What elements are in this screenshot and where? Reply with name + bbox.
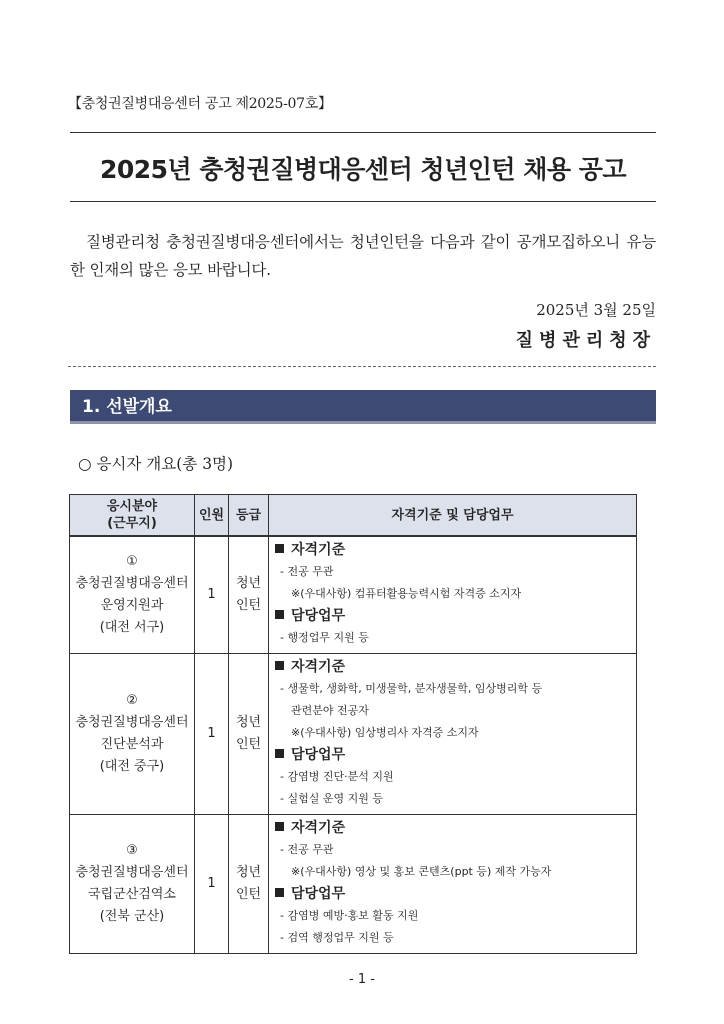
qualification-item: - 생물학, 생화학, 미생물학, 분자생물학, 임상병리학 등 (280, 682, 543, 695)
preference-note: ※(우대사항) 임상병리사 자격증 소지자 (291, 726, 479, 739)
field-cell (70, 815, 195, 954)
notice-number: 【충청권질병대응센터 공고 제2025-07호】 (68, 96, 332, 112)
row-number: ② (126, 693, 138, 708)
requirements-cell (269, 815, 637, 954)
count-cell: 1 (195, 654, 229, 815)
square-bullet-icon (275, 661, 284, 670)
grade-cell (229, 536, 269, 654)
qualification-heading (275, 817, 632, 839)
qualification-heading (275, 656, 632, 678)
duty-heading (275, 605, 632, 627)
duty-heading (275, 883, 632, 905)
page-number: - 1 - (349, 972, 375, 987)
section-divider (68, 366, 656, 367)
table-row (70, 536, 637, 654)
requirements-cell (269, 654, 637, 815)
preference-note: ※(우대사항) 영상 및 홍보 콘텐츠(ppt 등) 제작 가능자 (291, 865, 552, 878)
square-bullet-icon (275, 822, 284, 831)
grade-cell (229, 815, 269, 954)
field-cell (70, 536, 195, 654)
qualification-heading-text: 자격기준 (291, 820, 346, 836)
title-top-rule (70, 132, 656, 133)
header-field (70, 495, 195, 537)
duty-item: - 검역 행정업무 지원 등 (280, 931, 394, 944)
table-header-row (70, 495, 637, 537)
dept-name: 운영지원과 (100, 598, 164, 613)
recruitment-table (69, 494, 637, 954)
grade-line1: 청년 (235, 576, 262, 591)
location: (전북 군산) (99, 909, 165, 924)
qualification-item: - 전공 무관 (280, 843, 334, 856)
count-cell: 1 (195, 815, 229, 954)
square-bullet-icon (275, 888, 284, 897)
title-bottom-rule (70, 201, 656, 202)
qualification-heading-text: 자격기준 (291, 542, 346, 558)
org-name: 충청권질병대응센터 (75, 865, 189, 880)
location: (대전 중구) (99, 759, 165, 774)
duty-heading-text: 담당업무 (291, 886, 346, 902)
grade-line2: 인턴 (235, 737, 262, 752)
qualification-item-continued: 관련분야 전공자 (291, 704, 369, 717)
grade-line1: 청년 (235, 865, 262, 880)
header-count: 인원 (195, 495, 229, 537)
page-title: 2025년 충청권질병대응센터 청년인턴 채용 공고 (99, 155, 627, 184)
square-bullet-icon (275, 749, 284, 758)
preference-note: ※(우대사항) 컴퓨터활용능력시험 자격증 소지자 (291, 587, 522, 600)
table-row (70, 815, 637, 954)
intro-paragraph: 질병관리청 충청권질병대응센터에서는 청년인턴을 다음과 같이 공개모집하오니 유능한 인재의 많은 응모 바랍니다. (70, 233, 656, 279)
requirements-cell (269, 536, 637, 654)
section-heading: 1. 선발개요 (70, 390, 656, 424)
header-field-line2: (근무지) (107, 516, 157, 531)
row-number: ③ (126, 843, 138, 858)
grade-cell (229, 654, 269, 815)
duty-item: - 감염병 예방·홍보 활동 지원 (280, 909, 419, 922)
grade-line2: 인턴 (235, 598, 262, 613)
dept-name: 국립군산검역소 (88, 887, 176, 902)
table-row (70, 654, 637, 815)
qualification-heading (275, 539, 632, 561)
qualification-heading-text: 자격기준 (291, 659, 346, 675)
qualification-item: - 전공 무관 (280, 565, 334, 578)
duty-item: - 행정업무 지원 등 (280, 631, 369, 644)
duty-heading (275, 744, 632, 766)
applicant-summary: ○ 응시자 개요(총 3명) (78, 455, 234, 473)
org-name: 충청권질병대응센터 (75, 715, 189, 730)
header-field-line1: 응시분야 (106, 499, 158, 514)
dept-name: 진단분석과 (100, 737, 164, 752)
square-bullet-icon (275, 544, 284, 553)
header-grade: 등급 (229, 495, 269, 537)
issuer-signature: 질병관리청장 (515, 330, 656, 351)
field-cell (70, 654, 195, 815)
grade-line1: 청년 (235, 715, 262, 730)
count-cell: 1 (195, 536, 229, 654)
duty-heading-text: 담당업무 (291, 747, 346, 763)
duty-item: - 실험실 운영 지원 등 (280, 792, 383, 805)
org-name: 충청권질병대응센터 (75, 576, 189, 591)
grade-line2: 인턴 (235, 887, 262, 902)
location: (대전 서구) (99, 620, 165, 635)
duty-item: - 감염병 진단·분석 지원 (280, 770, 394, 783)
duty-heading-text: 담당업무 (291, 608, 346, 624)
header-requirements: 자격기준 및 담당업무 (269, 495, 637, 537)
announcement-date: 2025년 3월 25일 (536, 301, 656, 319)
row-number: ① (126, 554, 138, 569)
square-bullet-icon (275, 610, 284, 619)
